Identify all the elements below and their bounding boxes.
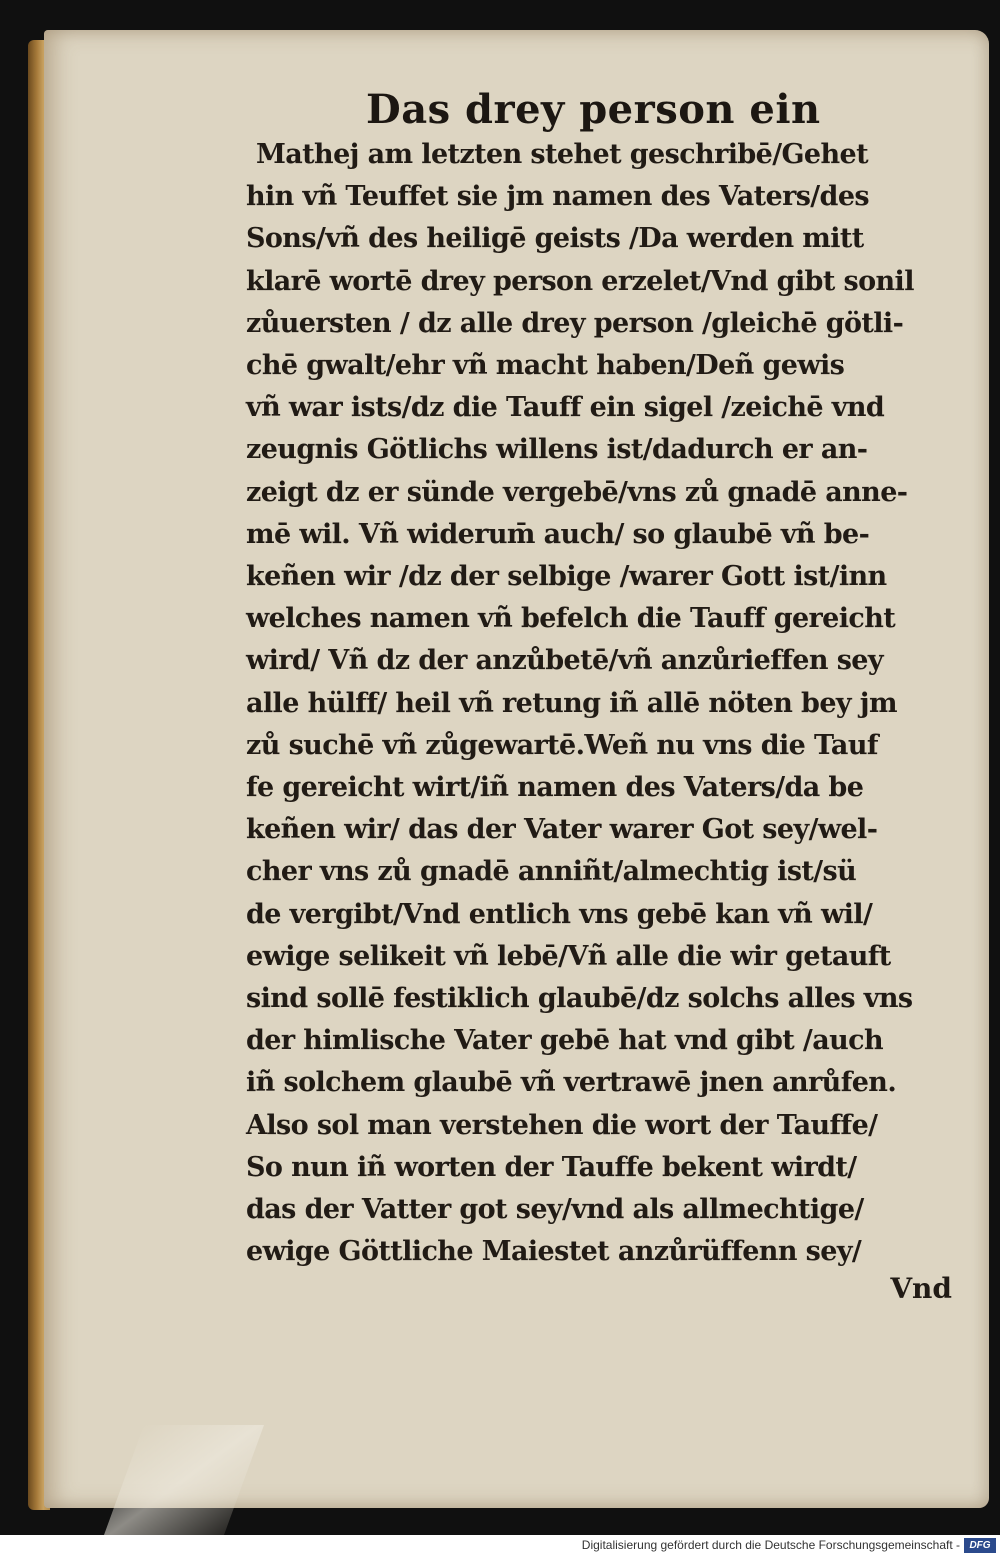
text-line: zůuersten / dz alle drey person /gleichē götli- — [246, 307, 904, 339]
text-line: iñ solchem glaubē vñ vertrawē jnen anrůfen. — [246, 1067, 897, 1099]
text-line: zů suchē vñ zůgewartē.Weñ nu vns die Tauf — [246, 729, 878, 761]
text-line: hin vñ Teuffet sie jm namen des Vaters/des — [246, 181, 870, 213]
text-line: vñ war ists/dz die Tauff ein sigel /zeichē vnd — [246, 392, 885, 424]
text-line: Sons/vñ des heiligē geists /Da werden mitt — [246, 223, 864, 255]
text-line: sind sollē festiklich glaubē/dz solchs alles vns — [246, 983, 913, 1015]
text-line: klarē wortē drey person erzelet/Vnd gibt sonil — [246, 265, 914, 297]
body-text — [236, 134, 966, 1273]
text-line: de vergibt/Vnd entlich vns gebē kan vñ wil/ — [246, 898, 873, 930]
text-line: mē wil. Vñ widerum̄ auch/ so glaubē vñ be- — [246, 518, 870, 550]
text-line: fe gereicht wirt/iñ namen des Vaters/da be — [246, 772, 864, 804]
text-line: alle hülff/ heil vñ retung iñ allē nöten bey jm — [246, 687, 897, 719]
text-line: das der Vatter got sey/vnd als allmechtige/ — [246, 1194, 864, 1226]
text-line: ewige selikeit vñ lebē/Vñ alle die wir getauft — [246, 940, 891, 972]
funding-credit: Digitalisierung gefördert durch die Deutsche Forschungsgemeinschaft - — [581, 1538, 960, 1552]
text-line: wird/ Vñ dz der anzůbetē/vñ anzůrieffen sey — [246, 645, 883, 677]
text-block — [236, 86, 966, 1309]
text-line: keñen wir /dz der selbige /warer Gott ist/inn — [246, 561, 887, 593]
text-line: So nun iñ worten der Tauffe bekent wirdt/ — [246, 1151, 857, 1183]
text-line: zeigt dz er sünde vergebē/vns zů gnadē anne- — [246, 476, 908, 508]
catchword: Vnd — [890, 1272, 952, 1306]
text-line: chē gwalt/ehr vñ macht haben/Deñ gewis — [246, 350, 845, 382]
text-line: ewige Göttliche Maiestet anzůrüffenn sey/ — [246, 1236, 862, 1268]
text-line: keñen wir/ das der Vater warer Got sey/wel- — [246, 814, 878, 846]
text-line: welches namen vñ befelch die Tauff gereicht — [246, 603, 896, 635]
text-line: Also sol man verstehen die wort der Tauffe/ — [246, 1109, 878, 1141]
text-line: cher vns zů gnadē anniñt/almechtig ist/sü — [246, 856, 857, 888]
running-header: Das drey person ein — [366, 86, 821, 133]
footer-bar — [0, 1535, 1000, 1556]
dfg-logo[interactable]: DFG — [964, 1538, 996, 1553]
text-line: Mathej am letzten stehet geschribē/Gehet — [256, 139, 868, 170]
text-line: der himlische Vater gebē hat vnd gibt /auch — [246, 1025, 883, 1057]
text-line: zeugnis Götlichs willens ist/dadurch er an- — [246, 434, 868, 466]
